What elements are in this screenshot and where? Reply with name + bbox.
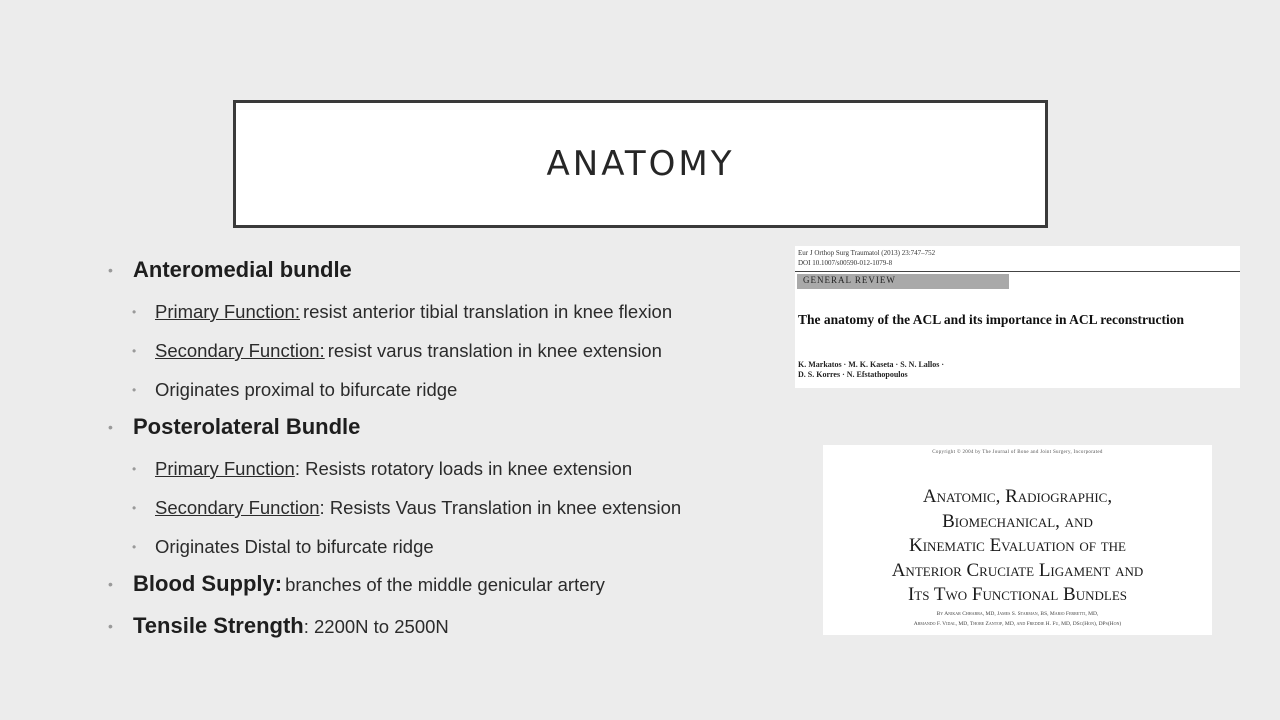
sub-bullet-text: resist varus translation in knee extension bbox=[327, 340, 662, 361]
sub-bullet-am-secondary bbox=[108, 333, 788, 372]
sub-bullet-text: : Resists Vaus Translation in knee extension bbox=[319, 497, 682, 518]
sub-bullet-text: : Resists rotatory loads in knee extension bbox=[294, 458, 633, 479]
sub-bullet-label: Primary Function bbox=[155, 458, 295, 479]
sub-bullet-text: resist anterior tibial translation in knee flexion bbox=[302, 301, 673, 322]
bullet-dot-icon: • bbox=[108, 262, 113, 278]
paper-journal: Eur J Orthop Surg Traumatol (2013) 23:747–752 bbox=[798, 249, 936, 257]
bullet-heading: Blood Supply: bbox=[133, 571, 283, 596]
bullet-tensile-strength bbox=[108, 610, 788, 650]
bullet-dot-icon: • bbox=[132, 462, 137, 476]
sub-bullet-am-origin bbox=[108, 372, 788, 411]
bullet-dot-icon: • bbox=[132, 501, 137, 515]
bullet-dot-icon: • bbox=[108, 419, 113, 435]
bullet-heading: Posterolateral Bundle bbox=[133, 414, 361, 439]
paper-title: The anatomy of the ACL and its importance in ACL reconstruction bbox=[798, 312, 1185, 327]
paper-title-line: Its Two Functional Bundles bbox=[907, 584, 1127, 605]
sub-bullet-label: Secondary Function bbox=[155, 497, 320, 518]
bullet-list bbox=[108, 254, 788, 650]
bullet-dot-icon: • bbox=[132, 540, 137, 554]
sub-bullet-text: Originates proximal to bifurcate ridge bbox=[155, 379, 458, 400]
bullet-heading: Anteromedial bundle bbox=[133, 257, 352, 282]
bullet-dot-icon: • bbox=[132, 383, 137, 397]
paper-title-line: Biomechanical, and bbox=[942, 510, 1093, 532]
sub-bullet-am-primary bbox=[108, 294, 788, 333]
bullet-dot-icon: • bbox=[108, 576, 113, 592]
title-box bbox=[233, 100, 1048, 228]
bullet-dot-icon: • bbox=[132, 305, 137, 319]
sub-bullet-text: Originates Distal to bifurcate ridge bbox=[155, 536, 434, 557]
sub-bullet-label: Primary Function: bbox=[155, 301, 300, 322]
bullet-text: : 2200N to 2500N bbox=[303, 616, 449, 637]
bullet-text: branches of the middle genicular artery bbox=[285, 574, 605, 595]
bullet-dot-icon: • bbox=[108, 618, 113, 634]
paper-authors: K. Markatos · M. K. Kaseta · S. N. Lallos · bbox=[798, 360, 944, 369]
slide-title: ANATOMY bbox=[546, 144, 735, 184]
paper-clipping-acl-bundles bbox=[823, 445, 1212, 635]
sub-bullet-pl-primary bbox=[108, 451, 788, 490]
bullet-dot-icon: • bbox=[132, 344, 137, 358]
sub-bullet-pl-secondary bbox=[108, 490, 788, 529]
sub-bullet-pl-origin bbox=[108, 529, 788, 568]
paper-title-line: Kinematic Evaluation of the bbox=[909, 535, 1126, 556]
paper-title bbox=[823, 485, 1212, 608]
paper-title-line: Anterior Cruciate Ligament and bbox=[891, 559, 1144, 581]
paper-clipping-acl-anatomy bbox=[795, 246, 1240, 388]
section-band bbox=[797, 274, 1009, 289]
divider bbox=[795, 271, 1240, 272]
paper-copyright: Copyright © 2004 by The Journal of Bone and Joint Surgery, Incorporated bbox=[932, 450, 1103, 455]
paper-title-line: Anatomic, Radiographic, bbox=[922, 486, 1113, 507]
bullet-anteromedial bbox=[108, 254, 788, 294]
paper-doi: DOI 10.1007/s00590-012-1079-8 bbox=[798, 259, 893, 267]
paper-authors: By Anikar Chhabra, MD, James S. Starman, BS, Mario Ferretti, MD, bbox=[936, 611, 1099, 617]
paper-authors: D. S. Korres · N. Efstathopoulos bbox=[798, 370, 908, 379]
bullet-posterolateral bbox=[108, 411, 788, 451]
bullet-heading: Tensile Strength bbox=[133, 613, 304, 638]
bullet-blood-supply bbox=[108, 568, 788, 610]
paper-authors: Armando F. Vidal, MD, Thore Zantop, MD, and Freddie H. Fu, MD, DSc(Hon), DPs(Hon) bbox=[913, 621, 1122, 627]
paper-section: GENERAL REVIEW bbox=[803, 275, 896, 285]
sub-bullet-label: Secondary Function: bbox=[155, 340, 325, 361]
